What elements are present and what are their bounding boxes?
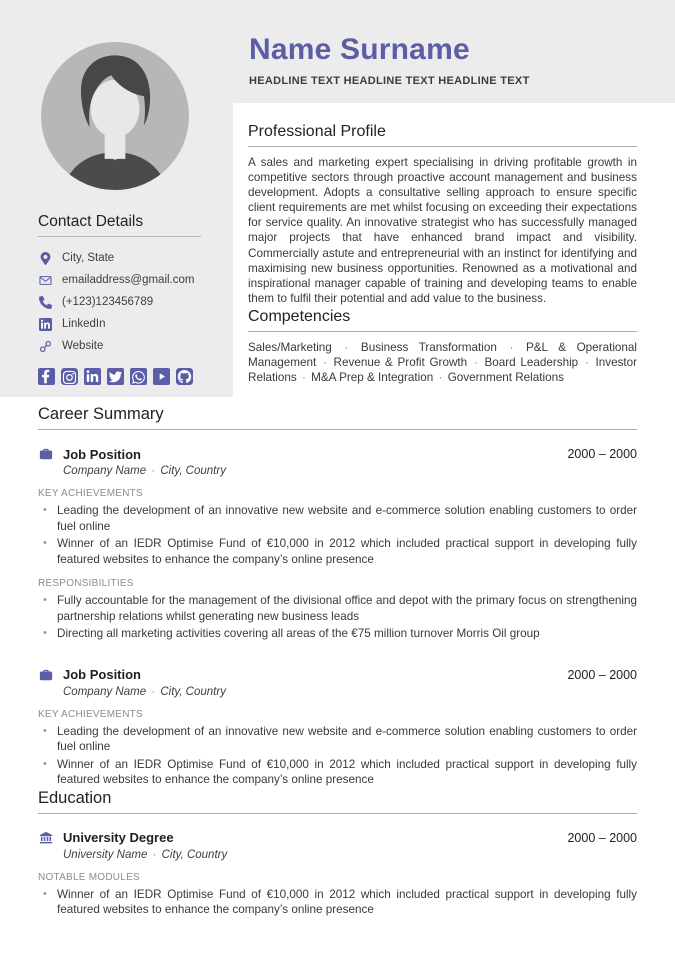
competency-item: Business Transformation — [360, 340, 497, 354]
contact-website-text: Website — [62, 340, 104, 352]
briefcase-icon — [38, 446, 54, 462]
facebook-icon[interactable] — [38, 368, 55, 385]
job-location: City, Country — [160, 465, 226, 477]
contact-section — [38, 211, 201, 385]
education-dates: 2000 – 2000 — [567, 830, 637, 845]
job-company-line — [63, 465, 637, 477]
company-name: Company Name — [63, 465, 147, 477]
education-header — [38, 830, 637, 846]
bullet-list — [38, 503, 637, 567]
twitter-icon[interactable] — [107, 368, 124, 385]
competency-separator: · — [344, 340, 349, 354]
contact-linkedin-row[interactable] — [38, 313, 201, 335]
group-label: KEY ACHIEVEMENTS — [38, 708, 143, 720]
name-title: Name Surname — [249, 33, 470, 66]
bullet-item: • Winner of an IEDR Optimise Fund of €10,000 in 2012 which included practical support in developing fully featured websites to enhance the company’s online presence — [38, 887, 637, 918]
contact-linkedin-text: LinkedIn — [62, 318, 106, 330]
bullet-list — [38, 593, 637, 642]
profile-body: A sales and marketing expert specialising in driving profitable growth in competitive sectors through proactive account management and business development. Adopts a consultative selling approach to ensure specific client requirements are met whilst focusing on exceeding their expectations for service quality. An innovative strategist who has successfully managed major projects that have enhanced brand impact and visibility. Commercially astute and entrepreneurial with an instinct for identifying and maximising new business opportunities. Renowned as a motivational and inspirational manager capable of training and developing teams to enable them to fulfil their potential and add value to the business. — [248, 156, 637, 305]
company-name: Company Name — [63, 685, 147, 698]
headline-text: HEADLINE TEXT HEADLINE TEXT HEADLINE TEXT — [249, 75, 530, 87]
linkedin-icon[interactable] — [84, 368, 101, 385]
competency-separator: · — [438, 371, 443, 385]
career-summary-title: Career Summary — [38, 405, 164, 423]
contact-location-text: City, State — [62, 252, 115, 264]
separator-dot: · — [151, 685, 156, 698]
bullet-item: • Leading the development of an innovative new website and e-commerce solution enabling customers to order fuel online — [38, 503, 637, 534]
separator-dot: · — [151, 465, 156, 477]
contact-location-row — [38, 247, 201, 269]
bullet-item: • Directing all marketing activities covering all areas of the €75 million turnover Morris Oil group — [38, 626, 637, 642]
competency-item: P&L & Operational Management — [248, 340, 638, 370]
github-icon[interactable] — [176, 368, 193, 385]
bullet-list — [38, 724, 637, 788]
header — [249, 33, 649, 87]
degree-title: University Degree — [63, 830, 174, 845]
education-entry — [38, 830, 637, 918]
link-icon — [38, 339, 53, 354]
job-title: Job Position — [63, 667, 141, 682]
job-header — [38, 446, 637, 462]
instagram-icon[interactable] — [61, 368, 78, 385]
avatar — [41, 42, 189, 190]
competencies-title: Competencies — [248, 307, 351, 325]
competency-separator: · — [584, 356, 589, 370]
competency-item: Government Relations — [447, 371, 564, 385]
education-title: Education — [38, 788, 112, 807]
phone-icon — [38, 295, 53, 310]
bullet-item: • Winner of an IEDR Optimise Fund of €10,000 in 2012 which included practical support in developing fully featured websites to enhance the company’s online presence — [38, 757, 637, 788]
group-label: NOTABLE MODULES — [38, 871, 140, 883]
competency-item: M&A Prep & Integration — [311, 371, 434, 385]
bullet-list — [38, 887, 637, 918]
contact-title: Contact Details — [38, 213, 144, 230]
group-label: RESPONSIBILITIES — [38, 578, 134, 589]
competency-item: Board Leadership — [484, 356, 579, 370]
competencies-list — [248, 340, 637, 385]
education-location: City, Country — [161, 848, 228, 861]
separator-dot: · — [152, 848, 157, 861]
career-divider — [38, 429, 637, 430]
bullet-item: • Fully accountable for the management of the divisional office and depot with the primary focus on strengthening partnership relations whilst generating new business leads — [38, 593, 637, 624]
linkedin-icon — [38, 317, 53, 332]
job-dates: 2000 – 2000 — [567, 447, 637, 461]
job-dates: 2000 – 2000 — [567, 667, 637, 682]
job-company-line — [63, 686, 637, 698]
main-column — [38, 404, 637, 918]
youtube-icon[interactable] — [153, 368, 170, 385]
competency-separator: · — [509, 340, 514, 354]
profile-divider — [248, 146, 637, 147]
education-school-line — [63, 849, 637, 861]
contact-website-row[interactable] — [38, 335, 201, 357]
contact-phone-row[interactable] — [38, 291, 201, 313]
job-entry — [38, 667, 637, 788]
job-header — [38, 667, 637, 683]
bullet-item: • Winner of an IEDR Optimise Fund of €10,000 in 2012 which included practical support in developing fully featured websites to enhance the company’s online presence — [38, 536, 637, 567]
university-name: University Name — [63, 848, 148, 861]
location-pin-icon — [38, 251, 53, 266]
competency-separator: · — [473, 356, 478, 370]
contact-list — [38, 247, 201, 357]
whatsapp-icon[interactable] — [130, 368, 147, 385]
job-location: City, Country — [160, 685, 226, 698]
bullet-item: • Leading the development of an innovative new website and e-commerce solution enabling customers to order fuel online — [38, 724, 637, 755]
envelope-icon — [38, 273, 53, 288]
profile-title: Professional Profile — [248, 123, 386, 140]
social-links — [38, 368, 201, 385]
right-column — [248, 121, 637, 385]
avatar-placeholder-icon — [41, 42, 189, 190]
competency-item: Sales/Marketing — [248, 340, 332, 354]
competencies-divider — [248, 331, 637, 332]
university-icon — [38, 830, 54, 846]
competency-item: Investor Relations — [248, 356, 638, 385]
contact-phone-text: (+123)123456789 — [62, 296, 154, 308]
contact-divider — [38, 236, 201, 237]
contact-email-row[interactable] — [38, 269, 201, 291]
competency-separator: · — [322, 356, 327, 370]
contact-email-text: emailaddress@gmail.com — [62, 274, 195, 286]
job-entry — [38, 446, 637, 642]
education-divider — [38, 813, 637, 814]
competency-separator: · — [301, 371, 306, 385]
group-label: KEY ACHIEVEMENTS — [38, 488, 143, 499]
competency-item: Revenue & Profit Growth — [333, 356, 468, 370]
job-title: Job Position — [63, 446, 141, 462]
briefcase-icon — [38, 667, 54, 683]
